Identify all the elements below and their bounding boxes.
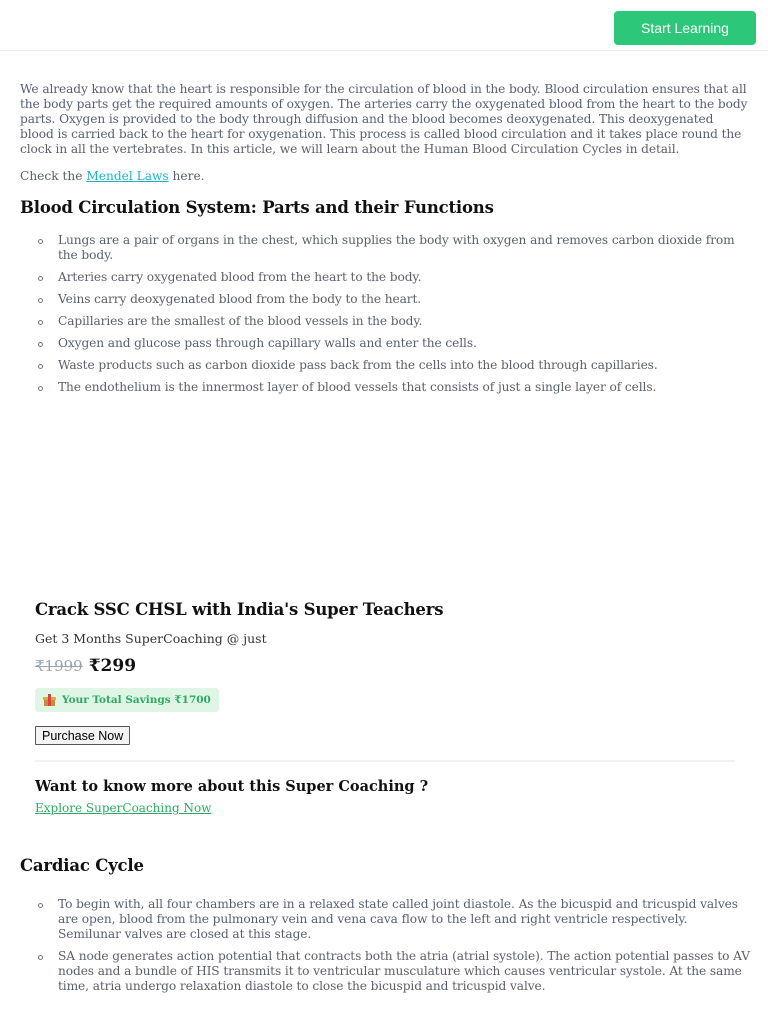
top-bar (0, 0, 768, 51)
bullet-icon (38, 955, 43, 960)
savings-badge (35, 688, 219, 712)
bullet-icon (38, 364, 43, 369)
intro-paragraph: We already know that the heart is responsible for the circulation of blood in the body. Blood circulation ensures that all the body parts get the required amounts of oxygen. The arteries carry the oxygenated blood from the heart to the body parts. Oxygen is provided to the body through diffusion and the blood becomes deoxygenated. This deoxygenated blood is carried back to the heart for oxygenation. This process is called blood circulation and it takes place round the clock in all the vertebrates. In this article, we will learn about the Human Blood Circulation Cycles in detail. (20, 82, 748, 156)
article-content (20, 82, 750, 402)
list-item-text: Lungs are a pair of organs in the chest, which supplies the body with oxygen and removes carbon dioxide from the body. (58, 233, 735, 262)
list-item (20, 897, 750, 942)
bullet-icon (38, 320, 43, 325)
new-price: ₹299 (88, 656, 137, 676)
list-item (20, 270, 750, 285)
savings-text: Your Total Savings ₹1700 (62, 694, 211, 706)
list-item (20, 336, 750, 351)
bullet-icon (38, 342, 43, 347)
promo-title: Crack SSC CHSL with India's Super Teachers (35, 600, 444, 619)
list-item-text: Waste products such as carbon dioxide pass back from the cells into the blood through capillaries. (58, 358, 658, 372)
list-item (20, 233, 750, 263)
promo-subtitle: Get 3 Months SuperCoaching @ just (35, 631, 267, 646)
list-item (20, 380, 750, 395)
list-item (20, 292, 750, 307)
bullet-icon (38, 276, 43, 281)
promo-divider (35, 760, 735, 762)
gift-icon (43, 694, 56, 706)
cardiac-section (20, 856, 750, 1001)
explore-supercoaching-link[interactable]: Explore SuperCoaching Now (35, 801, 212, 815)
parts-section-title: Blood Circulation System: Parts and their Functions (20, 198, 494, 217)
bullet-icon (38, 239, 43, 244)
list-item-text: Arteries carry oxygenated blood from the heart to the body. (58, 270, 422, 284)
check-prefix: Check the (20, 169, 87, 183)
price-row (35, 656, 735, 676)
more-info-title: Want to know more about this Super Coaching ? (35, 778, 429, 795)
parts-list (20, 233, 750, 395)
start-learning-button[interactable]: Start Learning (614, 11, 756, 45)
list-item (20, 949, 750, 994)
cardiac-section-title: Cardiac Cycle (20, 856, 144, 875)
mendel-laws-link[interactable]: Mendel Laws (86, 169, 169, 183)
list-item-text: Capillaries are the smallest of the blood vessels in the body. (58, 314, 423, 328)
check-line (20, 169, 750, 184)
bullet-icon (38, 386, 43, 391)
list-item-text: To begin with, all four chambers are in a relaxed state called joint diastole. As the bicuspid and tricuspid valves are open, blood from the pulmonary vein and vena cava flow to the left and right ventricle respectively. Semilunar valves are closed at this stage. (58, 897, 738, 941)
bullet-icon (38, 903, 43, 908)
purchase-now-button[interactable]: Purchase Now (35, 726, 130, 745)
cardiac-list (20, 897, 750, 994)
old-price: ₹1999 (35, 657, 83, 675)
list-item (20, 358, 750, 373)
bullet-icon (38, 298, 43, 303)
list-item-text: The endothelium is the innermost layer of blood vessels that consists of just a single layer of cells. (58, 380, 657, 394)
list-item-text: SA node generates action potential that contracts both the atria (atrial systole). The action potential passes to AV nodes and a bundle of HIS transmits it to ventricular musculature which causes ventricular systole. At the same time, atria undergo relaxation diastole to close the bicuspid and tricuspid valve. (58, 949, 750, 993)
list-item-text: Veins carry deoxygenated blood from the body to the heart. (58, 292, 422, 306)
list-item-text: Oxygen and glucose pass through capillary walls and enter the cells. (58, 336, 477, 350)
check-suffix: here. (168, 169, 205, 183)
list-item (20, 314, 750, 329)
supercoaching-promo (35, 600, 735, 816)
